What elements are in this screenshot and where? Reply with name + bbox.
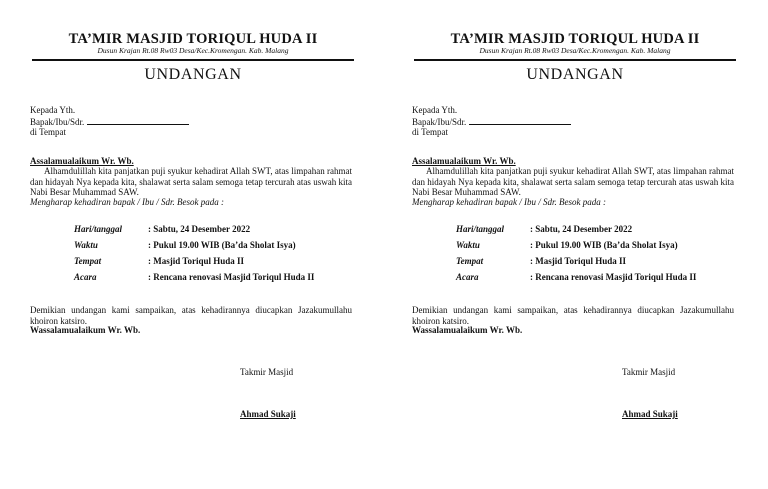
detail-value: : Sabtu, 24 Desember 2022 <box>530 224 633 234</box>
detail-row-time <box>74 240 314 256</box>
detail-label: Waktu <box>74 240 98 250</box>
recipient-name-line <box>30 116 189 128</box>
detail-label: Hari/tanggal <box>74 224 123 234</box>
recipient-line: Kepada Yth. <box>30 105 76 115</box>
detail-label: Hari/tanggal <box>456 224 505 234</box>
signer-role: Takmir Masjid <box>240 367 294 377</box>
opening-paragraph: Alhamdulillah kita panjatkan puji syukur kehadirat Allah SWT, atas limpahan rahmat dan hidayah Nya kepada kita, shalawat serta salam semoga tetap tercurah atas uswah kita Nabi Besar Muhammad SAW. <box>412 166 734 197</box>
event-details <box>74 224 314 288</box>
detail-value: : Masjid Toriqul Huda II <box>530 256 627 266</box>
event-details <box>456 224 696 288</box>
recipient-block <box>412 105 571 138</box>
invitation-letter-right <box>410 0 740 489</box>
farewell: Wassalamualaikum Wr. Wb. <box>30 325 141 335</box>
recipient-place: di Tempat <box>412 127 448 137</box>
recipient-name-blank <box>469 116 571 125</box>
detail-label: Tempat <box>74 256 102 266</box>
recipient-title: Bapak/Ibu/Sdr. <box>30 116 85 127</box>
recipient-title: Bapak/Ibu/Sdr. <box>412 116 467 127</box>
detail-label: Acara <box>74 272 97 282</box>
closing-paragraph: Demikian undangan kami sampaikan, atas kehadirannya diucapkan Jazakumullahu khoiron katsiro. <box>30 305 352 326</box>
signer-name: Ahmad Sukaji <box>240 409 296 419</box>
signer-role: Takmir Masjid <box>622 367 676 377</box>
detail-label: Waktu <box>456 240 480 250</box>
opening-paragraph: Alhamdulillah kita panjatkan puji syukur kehadirat Allah SWT, atas limpahan rahmat dan hidayah Nya kepada kita, shalawat serta salam semoga tetap tercurah atas uswah kita Nabi Besar Muhammad SAW. <box>30 166 352 197</box>
org-title: TA’MIR MASJID TORIQUL HUDA II <box>450 31 700 47</box>
recipient-name-line <box>412 116 571 128</box>
recipient-line: Kepada Yth. <box>412 105 458 115</box>
detail-row-place <box>74 256 314 272</box>
detail-row-time <box>456 240 696 256</box>
detail-row-agenda <box>74 272 314 288</box>
recipient-block <box>30 105 189 138</box>
detail-row-date <box>456 224 696 240</box>
greeting: Assalamualaikum Wr. Wb. <box>30 156 134 166</box>
signer-name: Ahmad Sukaji <box>622 409 678 419</box>
farewell: Wassalamualaikum Wr. Wb. <box>412 325 523 335</box>
document-title: UNDANGAN <box>526 66 624 83</box>
detail-value: : Pukul 19.00 WIB (Ba’da Sholat Isya) <box>148 240 296 250</box>
detail-value: : Pukul 19.00 WIB (Ba’da Sholat Isya) <box>530 240 678 250</box>
detail-value: : Rencana renovasi Masjid Toriqul Huda II <box>148 272 315 282</box>
org-address: Dusun Krajan Rt.08 Rw03 Desa/Kec.Kromengan. Kab. Malang <box>479 46 671 55</box>
org-title: TA’MIR MASJID TORIQUL HUDA II <box>68 31 318 47</box>
detail-row-agenda <box>456 272 696 288</box>
detail-label: Tempat <box>456 256 484 266</box>
recipient-name-blank <box>87 116 189 125</box>
recipient-place: di Tempat <box>30 127 66 137</box>
detail-label: Acara <box>456 272 479 282</box>
detail-value: : Masjid Toriqul Huda II <box>148 256 245 266</box>
detail-value: : Rencana renovasi Masjid Toriqul Huda II <box>530 272 697 282</box>
header-divider <box>32 59 354 61</box>
request-line: Mengharap kehadiran bapak / Ibu / Sdr. Besok pada : <box>30 197 224 207</box>
detail-row-date <box>74 224 314 240</box>
request-line: Mengharap kehadiran bapak / Ibu / Sdr. Besok pada : <box>412 197 606 207</box>
closing-paragraph: Demikian undangan kami sampaikan, atas kehadirannya diucapkan Jazakumullahu khoiron katsiro. <box>412 305 734 326</box>
greeting: Assalamualaikum Wr. Wb. <box>412 156 516 166</box>
detail-value: : Sabtu, 24 Desember 2022 <box>148 224 251 234</box>
detail-row-place <box>456 256 696 272</box>
header-divider <box>414 59 736 61</box>
invitation-letter-left <box>28 0 358 489</box>
document-title: UNDANGAN <box>144 66 242 83</box>
org-address: Dusun Krajan Rt.08 Rw03 Desa/Kec.Kromengan. Kab. Malang <box>97 46 289 55</box>
